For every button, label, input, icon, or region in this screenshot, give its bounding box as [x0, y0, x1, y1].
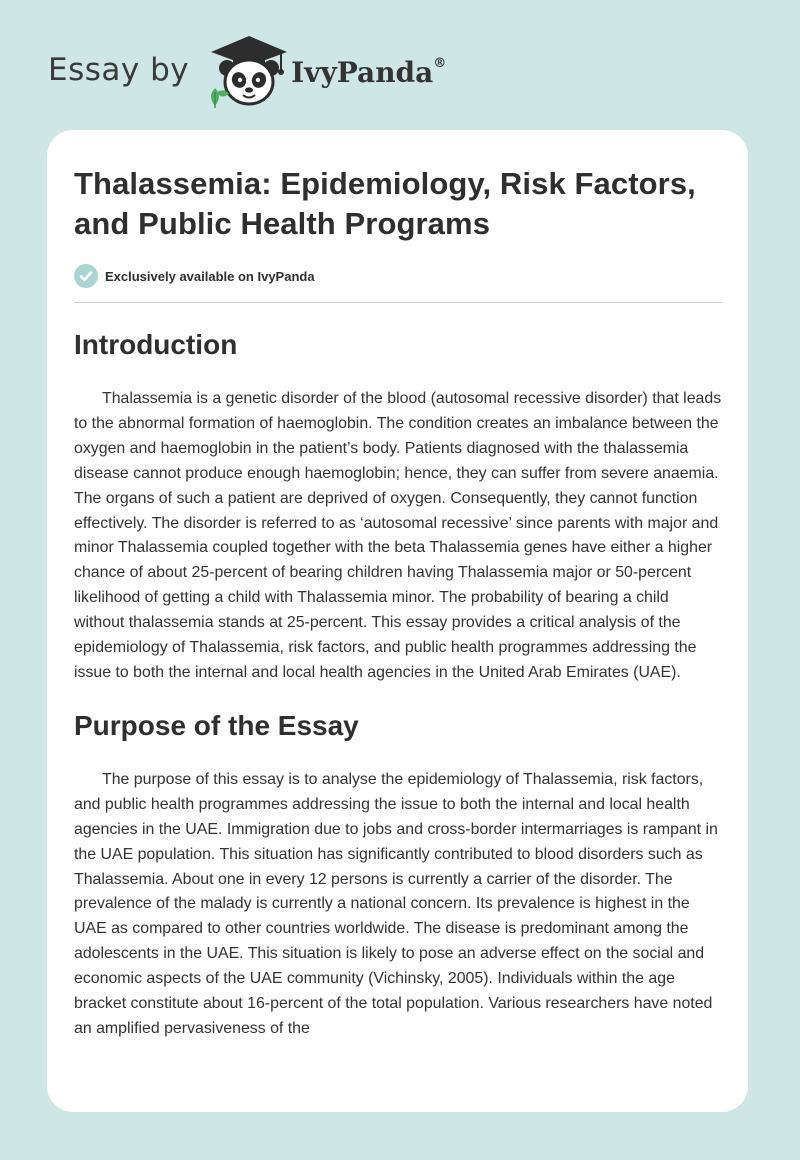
section-body-introduction: Thalassemia is a genetic disorder of the blood (autosomal recessive disorder) that leads to the abnormal formation of haemoglobin. The condition creates an imbalance between the oxygen and haemoglobin in the patient’s body. Patients diagnosed with the thalassemia disease cannot produce enough haemoglobin; hence, they can suffer from severe anaemia. The organs of such a patient are deprived of oxygen. Consequently, they cannot function effectively. The disorder is referred to as ‘autosomal recessive’ since parents with major and minor Thalassemia coupled together with the beta Thalassemia genes have either a higher chance of about 25-percent of bearing children having Thalassemia major or 50-percent likelihood of getting a child with Thalassemia minor. The probability of bearing a child without thalassemia stands at 25-percent. This essay provides a critical analysis of the epidemiology of Thalassemia, risk factors, and public health programmes addressing the issue to both the internal and local health agencies in the United Arab Emirates (UAE). — [74, 390, 722, 681]
section-heading-purpose: Purpose of the Essay — [74, 709, 359, 741]
panda-graduation-cap-icon — [203, 30, 295, 110]
section-body-purpose: The purpose of this essay is to analyse the epidemiology of Thalassemia, risk factors, and public health programmes addressing the issue to both the internal and local health agencies in the UAE. Immigration due to jobs and cross-border intermarriages is rampant in the UAE population. This situation has significantly contributed to blood disorders such as Thalassemia. About one in every 12 persons is currently a carrier of the disorder. The prevalence of the malady is currently a national concern. Its prevalence is highest in the UAE as compared to other countries worldwide. The disease is predominant among the adolescents in the UAE. This situation is likely to pose an adverse effect on the social and economic aspects of the UAE community (Vichinsky, 2005). Individuals within the age bracket constitute about 16-percent of the total population. Various researchers have noted an amplified pervasiveness of the — [74, 770, 718, 1037]
brand-prefix: Essay by — [48, 52, 190, 88]
divider — [74, 302, 722, 303]
registered-mark: ® — [433, 56, 447, 72]
brand-header — [48, 30, 446, 110]
brand-name-text: IvyPanda — [291, 55, 434, 89]
check-circle-icon — [74, 264, 98, 288]
essay-card — [47, 130, 748, 1112]
exclusive-badge-text: Exclusively available on IvyPanda — [105, 268, 315, 284]
exclusive-badge — [74, 262, 722, 290]
brand-name — [291, 56, 446, 89]
section-heading-introduction: Introduction — [74, 329, 238, 360]
essay-title: Thalassemia: Epidemiology, Risk Factors, and Public Health Programs — [74, 166, 696, 241]
